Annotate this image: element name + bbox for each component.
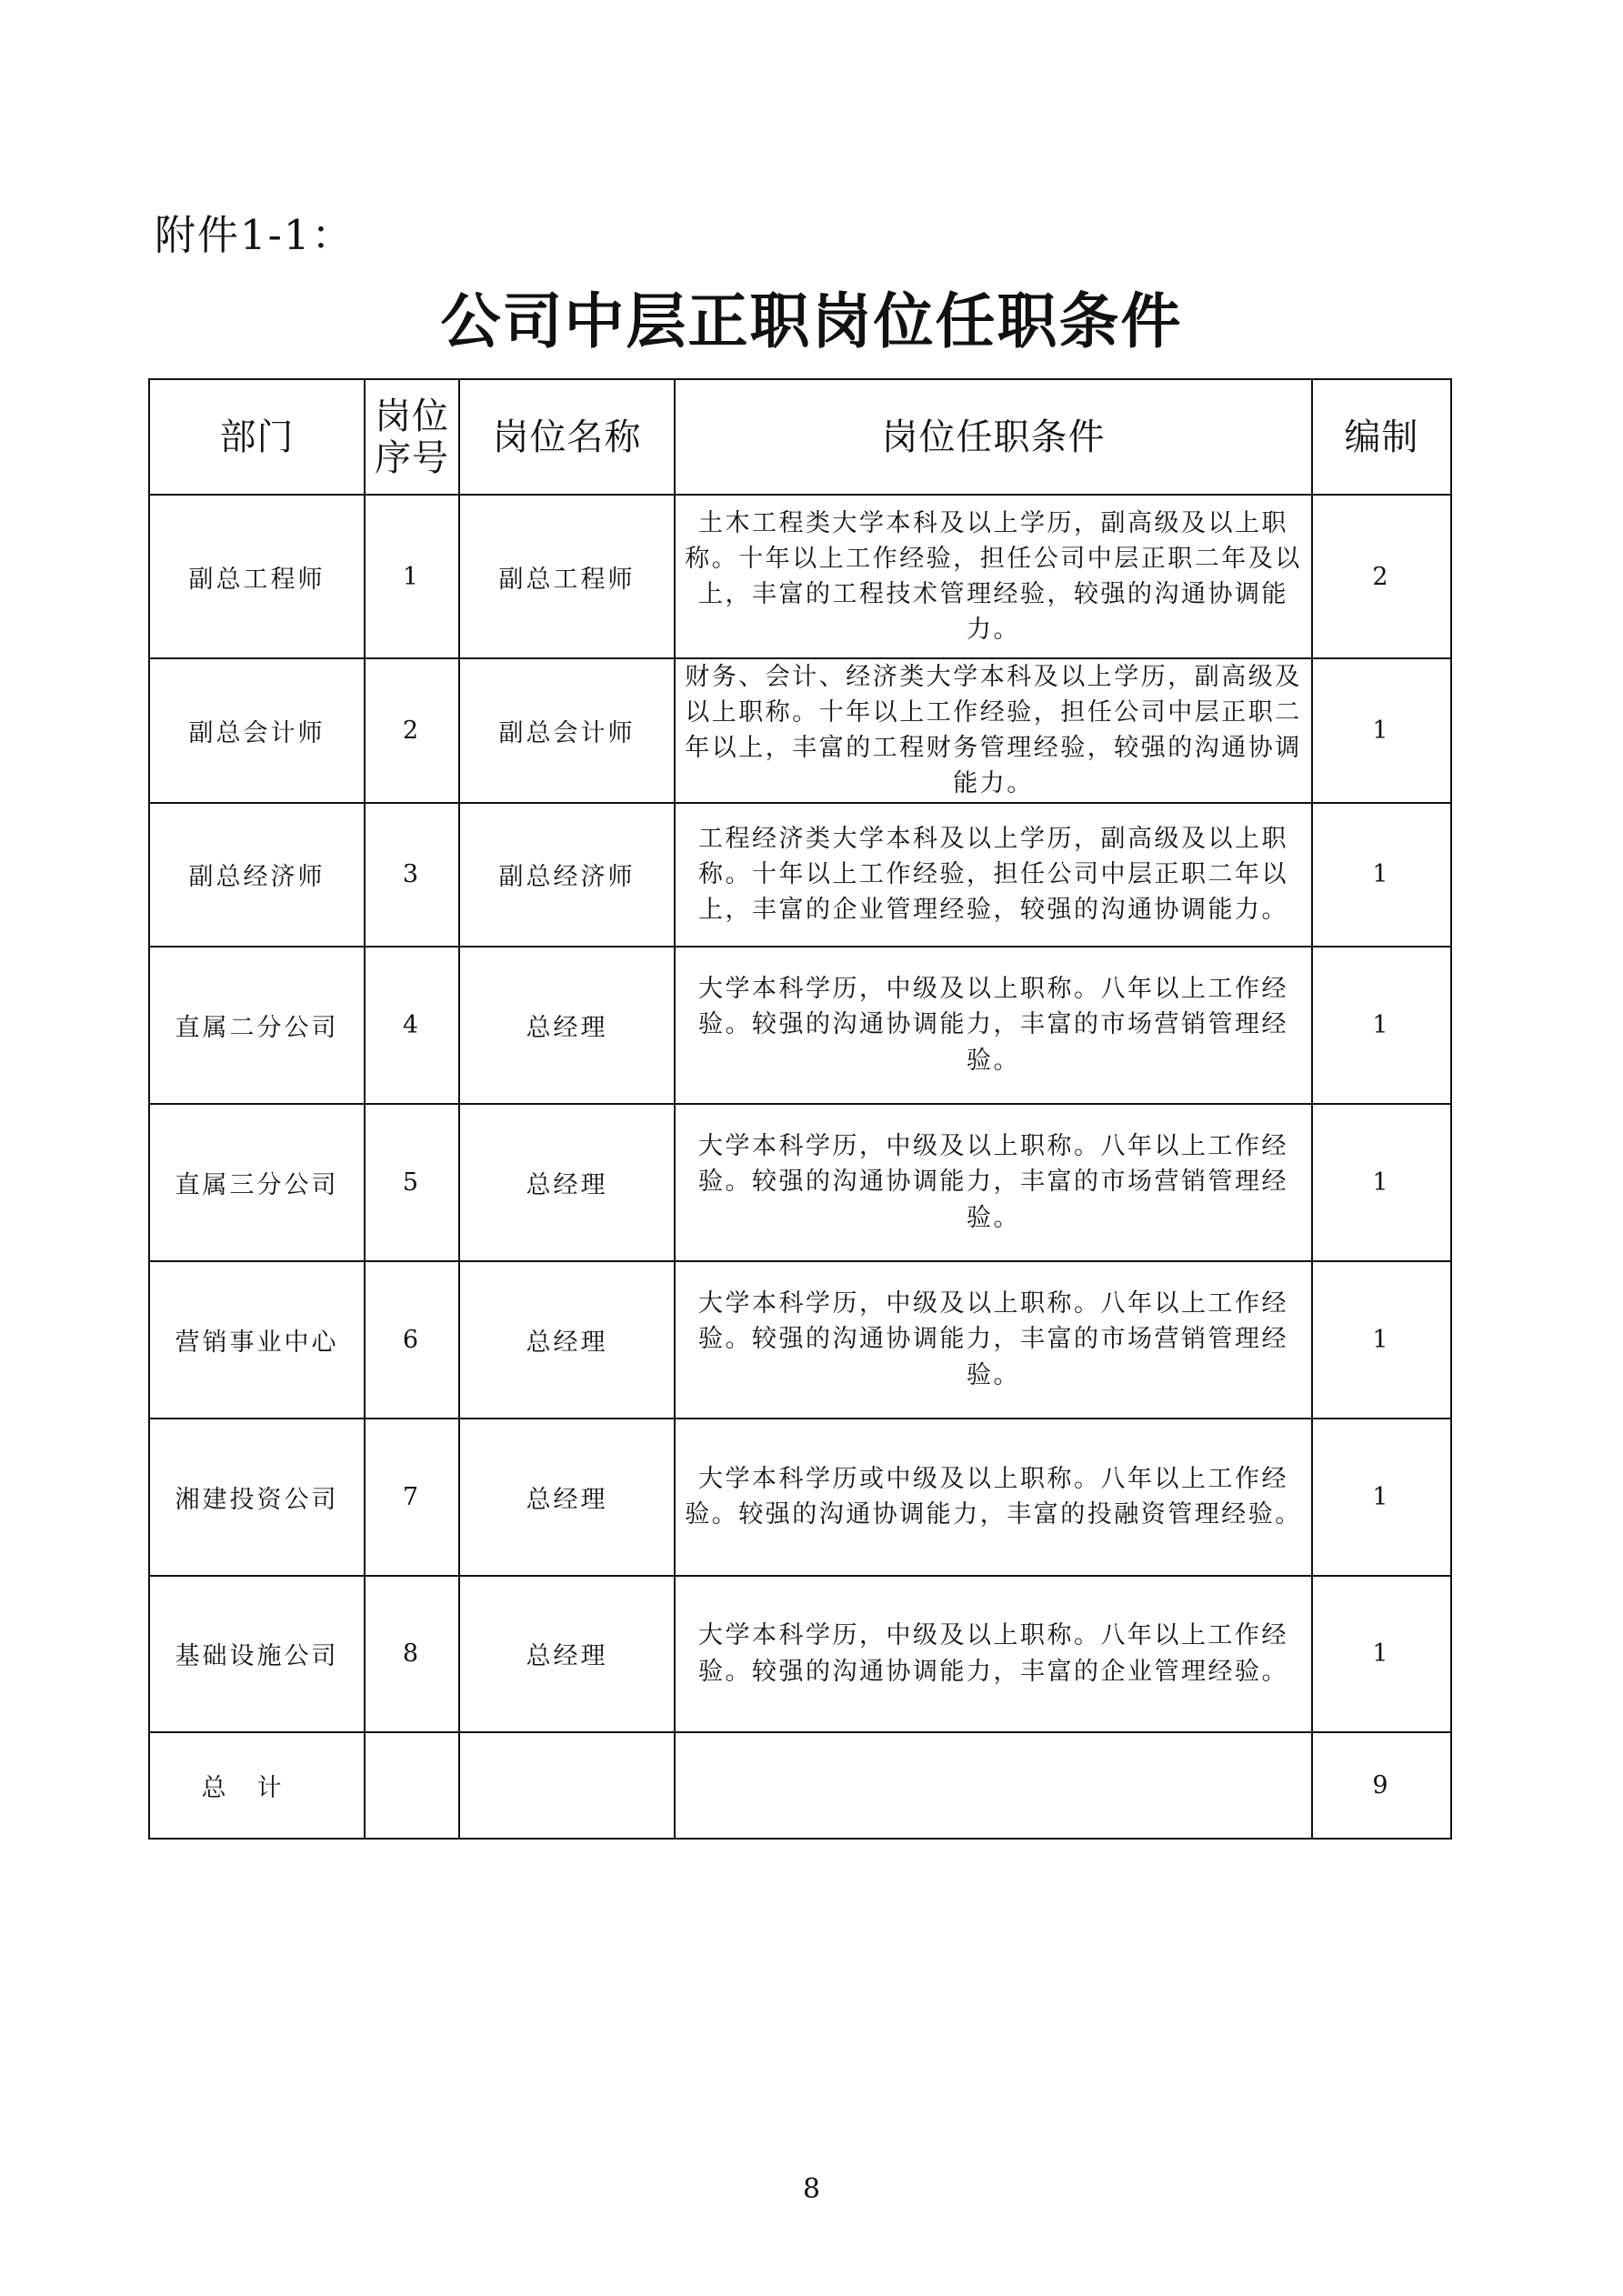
cell-position: 副总经济师 [459, 803, 675, 947]
cell-department: 直属三分公司 [149, 1104, 365, 1261]
cell-seq: 7 [365, 1419, 459, 1576]
cell-department: 副总会计师 [149, 658, 365, 803]
total-empty-seq [365, 1732, 459, 1839]
header-requirements: 岗位任职条件 [675, 379, 1312, 495]
header-seq-line1: 岗位 [375, 395, 449, 437]
positions-table [148, 378, 1452, 1840]
total-label: 总计 [149, 1732, 365, 1839]
cell-seq: 3 [365, 803, 459, 947]
cell-department: 湘建投资公司 [149, 1419, 365, 1576]
table-row [149, 1576, 1451, 1732]
cell-seq: 1 [365, 495, 459, 658]
total-row [149, 1732, 1451, 1839]
cell-seq: 2 [365, 658, 459, 803]
cell-quota: 1 [1312, 1576, 1451, 1732]
cell-position: 总经理 [459, 1576, 675, 1732]
attachment-label: 附件1-1： [155, 211, 355, 259]
cell-requirements: 大学本科学历或中级及以上职称。八年以上工作经验。较强的沟通协调能力，丰富的投融资管理经验。 [675, 1419, 1312, 1576]
cell-department: 营销事业中心 [149, 1261, 365, 1419]
cell-position: 副总工程师 [459, 495, 675, 658]
cell-department: 副总经济师 [149, 803, 365, 947]
cell-position: 副总会计师 [459, 658, 675, 803]
cell-quota: 2 [1312, 495, 1451, 658]
header-seq-line2: 序号 [375, 436, 449, 479]
cell-quota: 1 [1312, 1419, 1451, 1576]
page-number: 8 [802, 2173, 821, 2205]
table-row [149, 658, 1451, 803]
cell-quota: 1 [1312, 658, 1451, 803]
cell-requirements: 土木工程类大学本科及以上学历，副高级及以上职称。十年以上工作经验，担任公司中层正职二年及以上，丰富的工程技术管理经验，较强的沟通协调能力。 [675, 495, 1312, 658]
cell-quota: 1 [1312, 947, 1451, 1104]
cell-seq: 5 [365, 1104, 459, 1261]
table-header-row [149, 379, 1451, 495]
table-row [149, 1261, 1451, 1419]
cell-requirements: 大学本科学历，中级及以上职称。八年以上工作经验。较强的沟通协调能力，丰富的企业管理经验。 [675, 1576, 1312, 1732]
cell-quota: 1 [1312, 1261, 1451, 1419]
table-row [149, 495, 1451, 658]
cell-position: 总经理 [459, 947, 675, 1104]
cell-department: 直属二分公司 [149, 947, 365, 1104]
header-seq [365, 379, 459, 495]
header-department: 部门 [149, 379, 365, 495]
cell-seq: 8 [365, 1576, 459, 1732]
cell-position: 总经理 [459, 1419, 675, 1576]
cell-requirements: 大学本科学历，中级及以上职称。八年以上工作经验。较强的沟通协调能力，丰富的市场营销管理经验。 [675, 1261, 1312, 1419]
cell-department: 副总工程师 [149, 495, 365, 658]
cell-requirements: 财务、会计、经济类大学本科及以上学历，副高级及以上职称。十年以上工作经验，担任公司中层正职二年以上，丰富的工程财务管理经验，较强的沟通协调能力。 [675, 658, 1312, 803]
cell-department: 基础设施公司 [149, 1576, 365, 1732]
cell-position: 总经理 [459, 1104, 675, 1261]
cell-quota: 1 [1312, 803, 1451, 947]
header-position-name: 岗位名称 [459, 379, 675, 495]
cell-position: 总经理 [459, 1261, 675, 1419]
total-quota: 9 [1312, 1732, 1451, 1839]
cell-requirements: 工程经济类大学本科及以上学历，副高级及以上职称。十年以上工作经验，担任公司中层正职二年以上，丰富的企业管理经验，较强的沟通协调能力。 [675, 803, 1312, 947]
table-row [149, 947, 1451, 1104]
cell-seq: 4 [365, 947, 459, 1104]
total-empty-position [459, 1732, 675, 1839]
header-quota: 编制 [1312, 379, 1451, 495]
table-row [149, 1419, 1451, 1576]
cell-requirements: 大学本科学历，中级及以上职称。八年以上工作经验。较强的沟通协调能力，丰富的市场营销管理经验。 [675, 947, 1312, 1104]
cell-requirements: 大学本科学历，中级及以上职称。八年以上工作经验。较强的沟通协调能力，丰富的市场营销管理经验。 [675, 1104, 1312, 1261]
table-row [149, 803, 1451, 947]
cell-seq: 6 [365, 1261, 459, 1419]
table-row [149, 1104, 1451, 1261]
total-empty-requirements [675, 1732, 1312, 1839]
page-title: 公司中层正职岗位任职条件 [440, 286, 1183, 356]
cell-quota: 1 [1312, 1104, 1451, 1261]
